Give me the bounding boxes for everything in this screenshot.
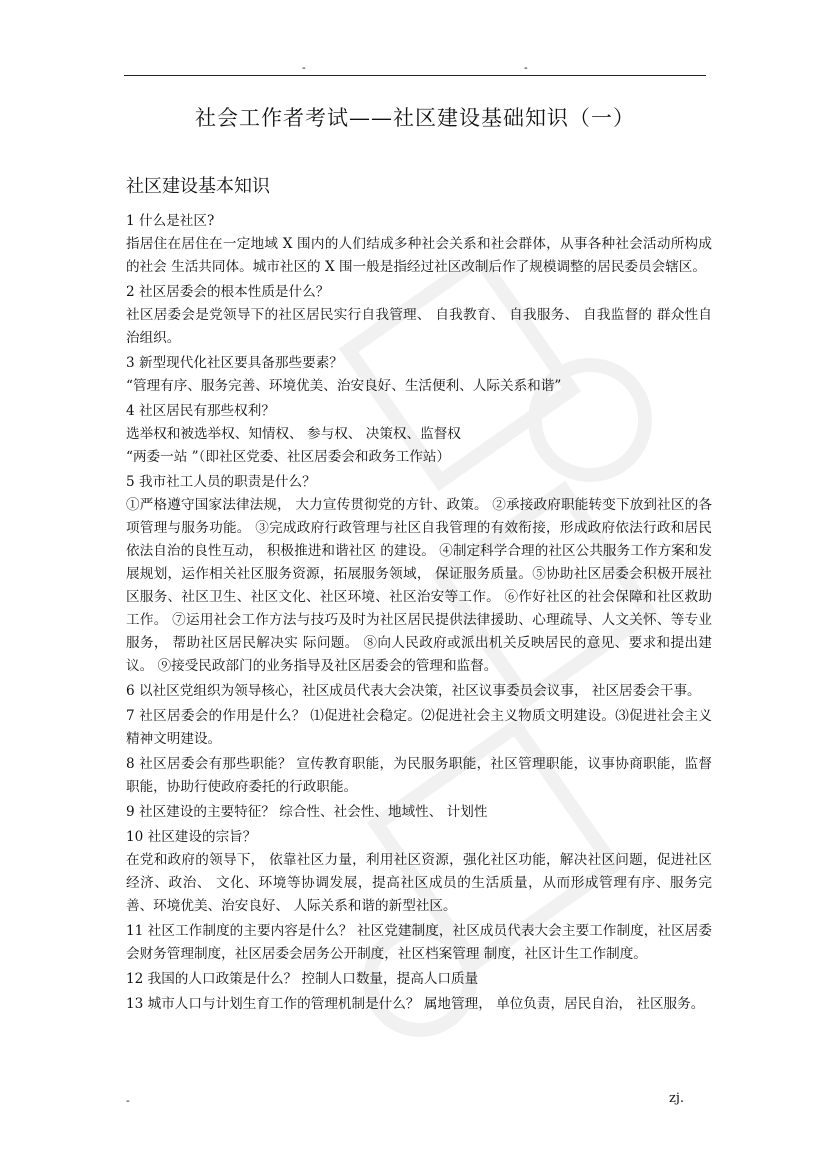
question-paragraph: 13 城市人口与计划生育工作的管理机制是什么？ 属地管理， 单位负责，居民自治， 社区服务。 bbox=[126, 996, 705, 1012]
question-paragraph: 8 社区居委会有那些职能？ 宣传教育职能，为民服务职能，社区管理职能，议事协商职能，监督职能，协助行使政府委托的行政职能。 bbox=[126, 756, 712, 795]
question-paragraph: 2 社区居委会的根本性质是什么？ bbox=[126, 284, 330, 300]
question-paragraph: 11 社区工作制度的主要内容是什么？ 社区党建制度，社区成员代表大会主要工作制度，社区居委会财务管理制度，社区居委会居务公开制度，社区档案管理 制度，社区计生工作制度。 bbox=[126, 923, 712, 962]
footer-mark-left: - bbox=[126, 1094, 130, 1107]
question-paragraph: 3 新型现代化社区要具备那些要素？ bbox=[126, 355, 343, 371]
question-paragraph: 5 我市社工人员的职责是什么？ bbox=[126, 474, 316, 490]
answer-paragraph: “管理有序、服务完善、环境优美、治安良好、生活便利、人际关系和谐” bbox=[126, 378, 562, 394]
question-paragraph: 7 社区居委会的作用是什么？ ⑴促进社会稳定。⑵促进社会主义物质文明建设。⑶促进社会主义精神文明建设。 bbox=[126, 708, 712, 747]
answer-paragraph: 在党和政府的领导下， 依靠社区力量，利用社区资源，强化社区功能，解决社区问题，促进社区 经济、政治、 文化、环境等协调发展，提高社区成员的生活质量，从而形成管理有序、服务完善、环境优美、治安良好、 人际关系和谐的新型社区。 bbox=[126, 852, 712, 914]
question-paragraph: 10 社区建设的宗旨？ bbox=[126, 829, 257, 845]
header-mark-right: - bbox=[524, 61, 528, 74]
question-paragraph: 12 我国的人口政策是什么？ 控制人口数量，提高人口质量 bbox=[126, 971, 479, 987]
footer-mark-right: zj. bbox=[669, 1091, 685, 1106]
question-paragraph: 6 以社区党组织为领导核心，社区成员代表大会决策，社区议事委员会议事， 社区居委会干事。 bbox=[126, 683, 701, 699]
answer-paragraph: “两委一站 ”（即社区党委、社区居委会和政务工作站） bbox=[126, 449, 451, 465]
answer-paragraph: ①严格遵守国家法律法规， 大力宣传贯彻党的方针、政策。 ②承接政府职能转变下放到社区的各项管理与服务功能。 ③完成政府行政管理与社区自我管理的有效衔接，形成政府依法行政和居民依法自治的良性互动， 积极推进和谐社区 的建设。 ④制定科学合理的社区公共服务工作方案和发展规划，运作相关社区服务资源，拓展服务领域， 保证服务质量。⑤协助社区居委会积极开展社区服务、社区卫生、社区文化、社区环境、社区治安等工作。 ⑥作好社区的社会保障和社区救助工作。 ⑦运用社会工作方法与技巧及时为社区居民提供法律援助、心理疏导、人文关怀、等专业服务， 帮助社区居民解决实 际问题。 ⑧向人民政府或派出机关反映居民的意见、要求和提出建议。 ⑨接受民政部门的业务指导及社区居委会的管理和监督。 bbox=[126, 497, 712, 674]
document-title: 社会工作者考试——社区建设基础知识（一） bbox=[195, 106, 635, 130]
header-rule bbox=[124, 75, 706, 76]
section-heading: 社区建设基本知识 bbox=[126, 176, 270, 197]
document-body bbox=[126, 208, 712, 1016]
question-paragraph: 4 社区居民有那些权利？ bbox=[126, 403, 275, 419]
answer-paragraph: 社区居委会是党领导下的社区居民实行自我管理、 自我教育、 自我服务、 自我监督的 群众性自治组织。 bbox=[126, 307, 712, 346]
answer-paragraph: 选举权和被选举权、知情权、 参与权、 决策权、监督权 bbox=[126, 426, 461, 442]
header-mark-left: - bbox=[302, 61, 306, 74]
answer-paragraph: 指居住在居住在一定地域 X 围内的人们结成多种社会关系和社会群体，从事各种社会活动所构成的社会 生活共同体。城市社区的 X 围一般是指经过社区改制后作了规模调整的居民委员会辖区。 bbox=[126, 236, 712, 275]
question-paragraph: 1 什么是社区? bbox=[126, 213, 215, 229]
question-paragraph: 9 社区建设的主要特征？ 综合性、社会性、地域性、 计划性 bbox=[126, 804, 488, 820]
